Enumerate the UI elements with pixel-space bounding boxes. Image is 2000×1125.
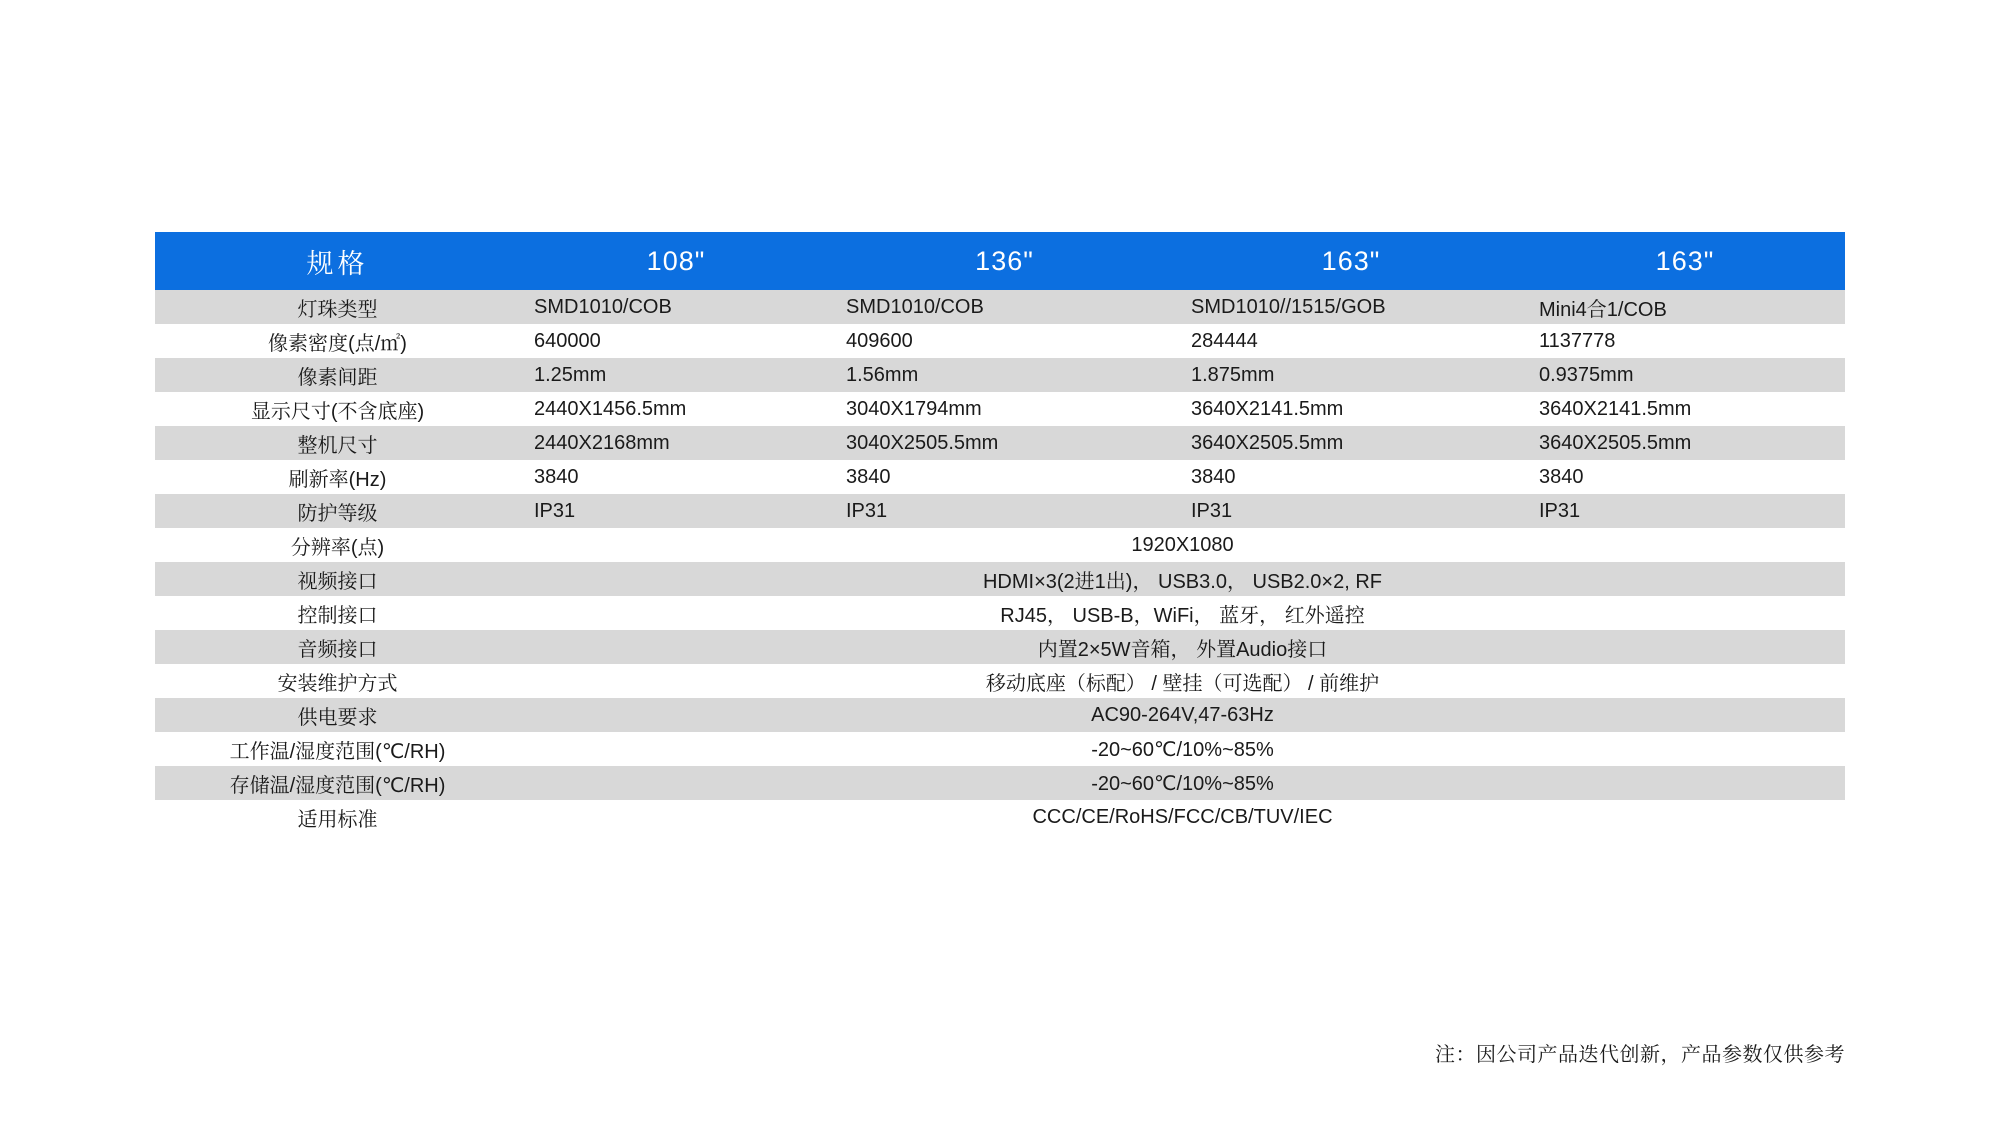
row-value-merged: 内置2×5W音箱， 外置Audio接口 [520,630,1845,664]
row-value-merged: 1920X1080 [520,528,1845,562]
table-row [155,596,1845,630]
table-row [155,324,1845,358]
table-row [155,664,1845,698]
row-label: 防护等级 [155,494,520,528]
footnote: 注：因公司产品迭代创新，产品参数仅供参考 [1435,1044,1845,1066]
specification-table [155,232,1845,834]
header-cell-model-3: 163" [1177,232,1525,290]
row-label: 适用标准 [155,800,520,834]
row-value: 3840 [1177,460,1525,494]
row-value: 3840 [520,460,832,494]
row-value: IP31 [520,494,832,528]
row-label: 像素密度(点/㎡) [155,324,520,358]
row-value: 3040X1794mm [832,392,1177,426]
table-row [155,358,1845,392]
row-value: 3640X2141.5mm [1525,392,1845,426]
row-value-merged: -20~60℃/10%~85% [520,732,1845,766]
table-row [155,290,1845,324]
row-value: 3640X2505.5mm [1525,426,1845,460]
row-value-merged: 移动底座（标配） / 壁挂（可选配） / 前维护 [520,664,1845,698]
row-value-merged: CCC/CE/RoHS/FCC/CB/TUV/IEC [520,800,1845,834]
row-value: 284444 [1177,324,1525,358]
table-row [155,630,1845,664]
table-row [155,698,1845,732]
table-row [155,528,1845,562]
row-value: SMD1010/COB [832,290,1177,324]
row-label: 存储温/湿度范围(℃/RH) [155,766,520,800]
row-value: 1.56mm [832,358,1177,392]
row-value: 640000 [520,324,832,358]
row-value: 1.875mm [1177,358,1525,392]
table-body [155,290,1845,834]
row-value: 3640X2141.5mm [1177,392,1525,426]
table-row [155,800,1845,834]
row-label: 安装维护方式 [155,664,520,698]
row-label: 供电要求 [155,698,520,732]
row-label: 整机尺寸 [155,426,520,460]
row-label: 分辨率(点) [155,528,520,562]
table-row [155,426,1845,460]
row-label: 工作温/湿度范围(℃/RH) [155,732,520,766]
header-cell-model-1: 108" [520,232,832,290]
row-value: 2440X1456.5mm [520,392,832,426]
row-label: 刷新率(Hz) [155,460,520,494]
table-row [155,494,1845,528]
row-value: SMD1010//1515/GOB [1177,290,1525,324]
row-value: 3840 [1525,460,1845,494]
row-value: 3040X2505.5mm [832,426,1177,460]
row-label: 视频接口 [155,562,520,596]
table-row [155,562,1845,596]
spec-sheet [155,232,1845,834]
row-value: 3840 [832,460,1177,494]
header-row [155,232,1845,290]
row-value-merged: -20~60℃/10%~85% [520,766,1845,800]
header-cell-model-2: 136" [832,232,1177,290]
row-value: IP31 [1525,494,1845,528]
row-value: Mini4合1/COB [1525,290,1845,324]
row-value: 1137778 [1525,324,1845,358]
row-value: IP31 [1177,494,1525,528]
row-label: 像素间距 [155,358,520,392]
row-value: IP31 [832,494,1177,528]
row-label: 显示尺寸(不含底座) [155,392,520,426]
row-value: 3640X2505.5mm [1177,426,1525,460]
row-label: 控制接口 [155,596,520,630]
row-value: 2440X2168mm [520,426,832,460]
row-label: 灯珠类型 [155,290,520,324]
table-header [155,232,1845,290]
row-value-merged: AC90-264V,47-63Hz [520,698,1845,732]
table-row [155,392,1845,426]
table-row [155,460,1845,494]
row-value: 0.9375mm [1525,358,1845,392]
row-value: 1.25mm [520,358,832,392]
row-value-merged: RJ45， USB-B，WiFi， 蓝牙， 红外遥控 [520,596,1845,630]
row-value-merged: HDMI×3(2进1出)， USB3.0， USB2.0×2, RF [520,562,1845,596]
header-cell-model-4: 163" [1525,232,1845,290]
row-value: 409600 [832,324,1177,358]
row-value: SMD1010/COB [520,290,832,324]
row-label: 音频接口 [155,630,520,664]
header-cell-spec: 规格 [155,232,520,290]
table-row [155,732,1845,766]
table-row [155,766,1845,800]
